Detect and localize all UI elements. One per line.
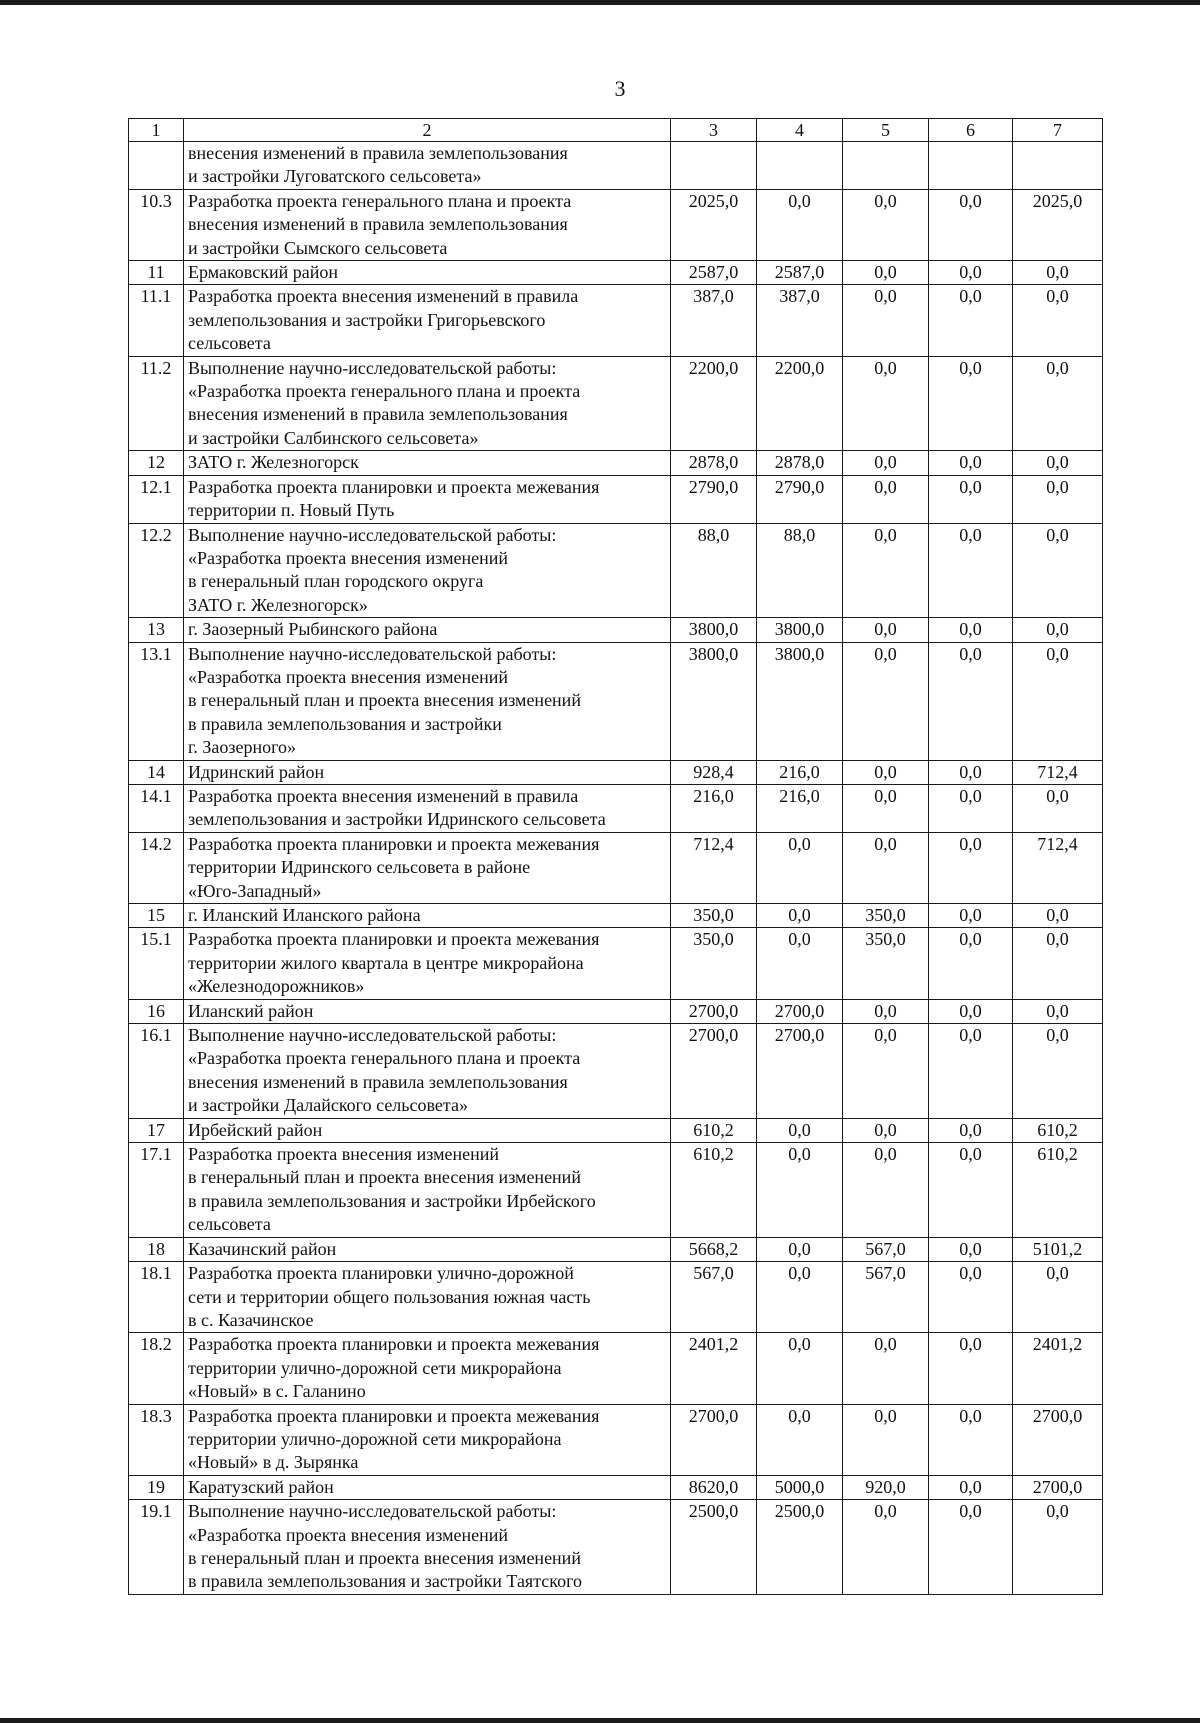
header-cell: 5 (843, 119, 929, 142)
value-col-6: 0,0 (929, 451, 1013, 475)
row-description: Разработка проекта планировки и проекта межевания территории улично-дорожной сети микрорайона «Новый» в с. Галанино (184, 1333, 671, 1404)
value-col-7: 0,0 (1013, 642, 1103, 760)
value-col-7: 2700,0 (1013, 1404, 1103, 1475)
row-description: Выполнение научно-исследовательской работы: «Разработка проекта внесения изменений в генеральный план городского округа ЗАТО г. Железногорск» (184, 523, 671, 618)
value-col-3: 350,0 (671, 928, 757, 999)
value-col-5: 567,0 (843, 1262, 929, 1333)
table-row (129, 1024, 1103, 1119)
row-description: г. Иланский Иланского района (184, 904, 671, 928)
table-row (129, 189, 1103, 260)
value-col-5: 0,0 (843, 189, 929, 260)
header-cell: 6 (929, 119, 1013, 142)
value-col-3: 2500,0 (671, 1500, 757, 1595)
value-col-3: 610,2 (671, 1143, 757, 1238)
value-col-3: 3800,0 (671, 642, 757, 760)
row-number: 17.1 (129, 1143, 184, 1238)
row-number: 13.1 (129, 642, 184, 760)
value-col-4: 0,0 (757, 189, 843, 260)
row-description: Разработка проекта внесения изменений в генеральный план и проекта внесения изменений в правила землепользования и застройки Ирбейского сельсовета (184, 1143, 671, 1238)
value-col-6: 0,0 (929, 1118, 1013, 1142)
value-col-6: 0,0 (929, 1143, 1013, 1238)
table-row (129, 261, 1103, 285)
row-description: Ермаковский район (184, 261, 671, 285)
value-col-6: 0,0 (929, 261, 1013, 285)
value-col-5: 0,0 (843, 1333, 929, 1404)
value-col-3: 2790,0 (671, 475, 757, 523)
row-number: 15.1 (129, 928, 184, 999)
value-col-6: 0,0 (929, 1024, 1013, 1119)
value-col-5: 0,0 (843, 523, 929, 618)
value-col-3: 567,0 (671, 1262, 757, 1333)
row-description: Выполнение научно-исследовательской работы: «Разработка проекта внесения изменений в генеральный план и проекта внесения изменений в правила землепользования и застройки г. Заозерного» (184, 642, 671, 760)
row-number: 15 (129, 904, 184, 928)
value-col-5: 567,0 (843, 1237, 929, 1261)
value-col-5: 0,0 (843, 999, 929, 1023)
value-col-5: 0,0 (843, 356, 929, 451)
row-number: 13 (129, 618, 184, 642)
value-col-6: 0,0 (929, 760, 1013, 784)
row-description: Идринский район (184, 760, 671, 784)
value-col-3: 2700,0 (671, 999, 757, 1023)
table-row (129, 1404, 1103, 1475)
value-col-4: 2790,0 (757, 475, 843, 523)
value-col-6: 0,0 (929, 784, 1013, 832)
table-row (129, 618, 1103, 642)
table-row (129, 1500, 1103, 1595)
row-number: 12 (129, 451, 184, 475)
table-row (129, 1237, 1103, 1261)
value-col-4: 0,0 (757, 1262, 843, 1333)
row-description: Разработка проекта генерального плана и проекта внесения изменений в правила землепользования и застройки Сымского сельсовета (184, 189, 671, 260)
value-col-7: 0,0 (1013, 1262, 1103, 1333)
value-col-7: 0,0 (1013, 356, 1103, 451)
value-col-5: 0,0 (843, 1500, 929, 1595)
value-col-3: 928,4 (671, 760, 757, 784)
value-col-6: 0,0 (929, 999, 1013, 1023)
header-cell: 2 (184, 119, 671, 142)
row-description: Ирбейский район (184, 1118, 671, 1142)
value-col-4: 0,0 (757, 1404, 843, 1475)
header-cell: 3 (671, 119, 757, 142)
header-cell: 4 (757, 119, 843, 142)
value-col-4: 2700,0 (757, 1024, 843, 1119)
value-col-4: 0,0 (757, 1143, 843, 1238)
value-col-3: 3800,0 (671, 618, 757, 642)
row-number: 16 (129, 999, 184, 1023)
table-row (129, 1333, 1103, 1404)
table-row (129, 356, 1103, 451)
value-col-5: 350,0 (843, 904, 929, 928)
value-col-4: 3800,0 (757, 618, 843, 642)
value-col-7 (1013, 142, 1103, 190)
row-description: Каратузский район (184, 1475, 671, 1499)
value-col-6: 0,0 (929, 523, 1013, 618)
scan-bottom-edge (0, 1718, 1200, 1723)
value-col-4: 2200,0 (757, 356, 843, 451)
row-description: Разработка проекта планировки и проекта межевания территории п. Новый Путь (184, 475, 671, 523)
table-row (129, 1262, 1103, 1333)
value-col-6: 0,0 (929, 356, 1013, 451)
value-col-5: 0,0 (843, 475, 929, 523)
value-col-7: 0,0 (1013, 1024, 1103, 1119)
value-col-7: 0,0 (1013, 904, 1103, 928)
page-number: 3 (614, 76, 626, 101)
value-col-3: 2401,2 (671, 1333, 757, 1404)
value-col-5: 0,0 (843, 261, 929, 285)
value-col-4: 216,0 (757, 784, 843, 832)
table-row (129, 999, 1103, 1023)
row-number: 14.1 (129, 784, 184, 832)
row-number: 11 (129, 261, 184, 285)
value-col-5: 0,0 (843, 832, 929, 903)
value-col-3: 712,4 (671, 832, 757, 903)
row-number: 12.1 (129, 475, 184, 523)
value-col-7: 2401,2 (1013, 1333, 1103, 1404)
value-col-4 (757, 142, 843, 190)
value-col-7: 0,0 (1013, 1500, 1103, 1595)
row-description: Выполнение научно-исследовательской работы: «Разработка проекта внесения изменений в генеральный план и проекта внесения изменений в правила землепользования и застройки Таятского (184, 1500, 671, 1595)
row-number: 12.2 (129, 523, 184, 618)
value-col-5: 0,0 (843, 285, 929, 356)
value-col-5: 920,0 (843, 1475, 929, 1499)
value-col-7: 0,0 (1013, 475, 1103, 523)
scan-top-edge (0, 0, 1200, 5)
value-col-6 (929, 142, 1013, 190)
table-body (129, 119, 1103, 1595)
value-col-3: 350,0 (671, 904, 757, 928)
value-col-4: 2700,0 (757, 999, 843, 1023)
row-number: 18.3 (129, 1404, 184, 1475)
value-col-4: 2878,0 (757, 451, 843, 475)
table-row (129, 904, 1103, 928)
value-col-7: 5101,2 (1013, 1237, 1103, 1261)
row-description: Разработка проекта планировки и проекта межевания территории Идринского сельсовета в районе «Юго-Западный» (184, 832, 671, 903)
value-col-6: 0,0 (929, 285, 1013, 356)
table-header-row (129, 119, 1103, 142)
value-col-7: 2025,0 (1013, 189, 1103, 260)
row-number: 11.2 (129, 356, 184, 451)
row-number: 16.1 (129, 1024, 184, 1119)
value-col-5: 0,0 (843, 760, 929, 784)
row-description: внесения изменений в правила землепользования и застройки Луговатского сельсовета» (184, 142, 671, 190)
row-description: Иланский район (184, 999, 671, 1023)
table-row (129, 642, 1103, 760)
value-col-6: 0,0 (929, 1237, 1013, 1261)
value-col-6: 0,0 (929, 928, 1013, 999)
value-col-6: 0,0 (929, 1404, 1013, 1475)
value-col-6: 0,0 (929, 1500, 1013, 1595)
value-col-7: 0,0 (1013, 618, 1103, 642)
value-col-7: 2700,0 (1013, 1475, 1103, 1499)
value-col-3: 387,0 (671, 285, 757, 356)
value-col-6: 0,0 (929, 642, 1013, 760)
value-col-4: 2500,0 (757, 1500, 843, 1595)
value-col-5 (843, 142, 929, 190)
value-col-6: 0,0 (929, 1333, 1013, 1404)
value-col-7: 0,0 (1013, 928, 1103, 999)
row-number: 17 (129, 1118, 184, 1142)
table-row (129, 1475, 1103, 1499)
value-col-3: 2700,0 (671, 1024, 757, 1119)
table-row (129, 285, 1103, 356)
value-col-6: 0,0 (929, 1475, 1013, 1499)
table-row (129, 928, 1103, 999)
value-col-3: 2700,0 (671, 1404, 757, 1475)
row-number: 11.1 (129, 285, 184, 356)
value-col-4: 0,0 (757, 1237, 843, 1261)
value-col-4: 88,0 (757, 523, 843, 618)
row-number: 18.2 (129, 1333, 184, 1404)
value-col-7: 0,0 (1013, 523, 1103, 618)
row-description: Разработка проекта внесения изменений в правила землепользования и застройки Идринского сельсовета (184, 784, 671, 832)
row-number (129, 142, 184, 190)
table-row (129, 1118, 1103, 1142)
value-col-3: 216,0 (671, 784, 757, 832)
table-row (129, 142, 1103, 190)
row-number: 14 (129, 760, 184, 784)
value-col-5: 0,0 (843, 1143, 929, 1238)
value-col-4: 0,0 (757, 1118, 843, 1142)
value-col-5: 0,0 (843, 784, 929, 832)
value-col-3: 2025,0 (671, 189, 757, 260)
row-number: 19.1 (129, 1500, 184, 1595)
value-col-5: 0,0 (843, 1118, 929, 1142)
value-col-7: 0,0 (1013, 261, 1103, 285)
value-col-7: 0,0 (1013, 999, 1103, 1023)
value-col-4: 0,0 (757, 1333, 843, 1404)
budget-table (128, 118, 1103, 1595)
value-col-4: 0,0 (757, 928, 843, 999)
table-row (129, 523, 1103, 618)
value-col-4: 216,0 (757, 760, 843, 784)
value-col-7: 0,0 (1013, 784, 1103, 832)
value-col-6: 0,0 (929, 189, 1013, 260)
row-number: 19 (129, 1475, 184, 1499)
value-col-3: 5668,2 (671, 1237, 757, 1261)
row-description: Казачинский район (184, 1237, 671, 1261)
value-col-3: 8620,0 (671, 1475, 757, 1499)
row-number: 18 (129, 1237, 184, 1261)
value-col-7: 610,2 (1013, 1118, 1103, 1142)
value-col-7: 712,4 (1013, 832, 1103, 903)
value-col-7: 610,2 (1013, 1143, 1103, 1238)
table-row (129, 451, 1103, 475)
value-col-5: 0,0 (843, 1024, 929, 1119)
value-col-3: 2878,0 (671, 451, 757, 475)
value-col-4: 387,0 (757, 285, 843, 356)
value-col-6: 0,0 (929, 832, 1013, 903)
value-col-6: 0,0 (929, 475, 1013, 523)
row-description: Выполнение научно-исследовательской работы: «Разработка проекта генерального плана и проекта внесения изменений в правила землепользования и застройки Салбинского сельсовета» (184, 356, 671, 451)
value-col-6: 0,0 (929, 904, 1013, 928)
value-col-6: 0,0 (929, 618, 1013, 642)
value-col-7: 0,0 (1013, 285, 1103, 356)
row-description: г. Заозерный Рыбинского района (184, 618, 671, 642)
row-number: 18.1 (129, 1262, 184, 1333)
row-description: Разработка проекта внесения изменений в правила землепользования и застройки Григорьевского сельсовета (184, 285, 671, 356)
value-col-4: 0,0 (757, 904, 843, 928)
value-col-4: 0,0 (757, 832, 843, 903)
table-row (129, 832, 1103, 903)
value-col-4: 5000,0 (757, 1475, 843, 1499)
row-description: Выполнение научно-исследовательской работы: «Разработка проекта генерального плана и проекта внесения изменений в правила землепользования и застройки Далайского сельсовета» (184, 1024, 671, 1119)
row-number: 10.3 (129, 189, 184, 260)
value-col-4: 2587,0 (757, 261, 843, 285)
row-description: Разработка проекта планировки улично-дорожной сети и территории общего пользования южная часть в с. Казачинское (184, 1262, 671, 1333)
value-col-5: 0,0 (843, 618, 929, 642)
row-number: 14.2 (129, 832, 184, 903)
value-col-3 (671, 142, 757, 190)
table-row (129, 784, 1103, 832)
value-col-3: 2200,0 (671, 356, 757, 451)
value-col-5: 0,0 (843, 642, 929, 760)
row-description: Разработка проекта планировки и проекта межевания территории улично-дорожной сети микрорайона «Новый» в д. Зырянка (184, 1404, 671, 1475)
header-cell: 1 (129, 119, 184, 142)
table-row (129, 760, 1103, 784)
value-col-5: 0,0 (843, 1404, 929, 1475)
value-col-3: 2587,0 (671, 261, 757, 285)
table-row (129, 475, 1103, 523)
value-col-3: 610,2 (671, 1118, 757, 1142)
value-col-5: 350,0 (843, 928, 929, 999)
value-col-6: 0,0 (929, 1262, 1013, 1333)
row-description: ЗАТО г. Железногорск (184, 451, 671, 475)
value-col-7: 0,0 (1013, 451, 1103, 475)
value-col-5: 0,0 (843, 451, 929, 475)
value-col-3: 88,0 (671, 523, 757, 618)
value-col-7: 712,4 (1013, 760, 1103, 784)
table-row (129, 1143, 1103, 1238)
row-description: Разработка проекта планировки и проекта межевания территории жилого квартала в центре микрорайона «Железнодорожников» (184, 928, 671, 999)
value-col-4: 3800,0 (757, 642, 843, 760)
header-cell: 7 (1013, 119, 1103, 142)
